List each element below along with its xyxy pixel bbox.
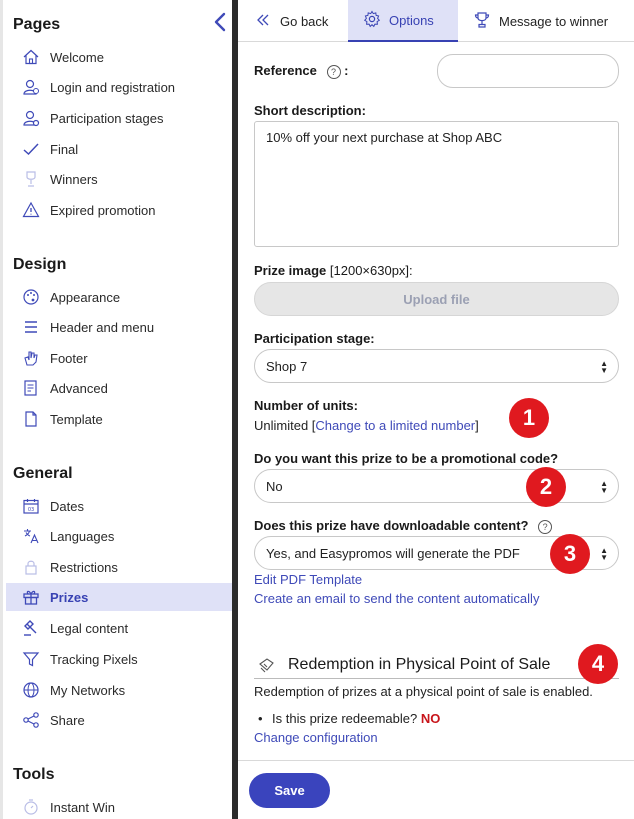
change-configuration-link[interactable]: Change configuration — [254, 730, 378, 745]
select-arrows-icon: ▲ ▼ — [600, 359, 608, 375]
lock-icon — [20, 556, 42, 578]
upload-file-button[interactable]: Upload file — [254, 282, 619, 316]
downloadable-label: Does this prize have downloadable content? ? — [254, 518, 552, 534]
section-title-design: Design — [13, 256, 67, 273]
sidebar-item-expired-promotion[interactable] — [6, 196, 232, 224]
file-icon — [20, 408, 42, 430]
share-icon — [20, 709, 42, 731]
save-button[interactable]: Save — [249, 773, 330, 808]
tab-options[interactable] — [348, 0, 458, 42]
prize-image-label: Prize image [1200×630px]: — [254, 263, 413, 278]
sidebar-item-prizes[interactable] — [6, 583, 232, 611]
ticket-hand-icon — [258, 656, 276, 674]
annotation-badge-2: 2 — [526, 467, 566, 507]
prize-options-panel — [238, 0, 634, 819]
footer-divider — [238, 760, 634, 761]
svg-text:03: 03 — [27, 507, 35, 513]
globe-icon — [20, 679, 42, 701]
bullet: • — [258, 711, 263, 726]
select-arrows-icon: ▲ ▼ — [600, 546, 608, 562]
double-chevron-left-icon — [254, 11, 280, 32]
redemption-header — [254, 652, 619, 679]
sidebar-item-my-networks[interactable] — [6, 676, 232, 704]
short-description-label: Short description: — [254, 103, 366, 118]
units-label: Number of units: — [254, 398, 358, 413]
sidebar-item-label: Template — [50, 411, 103, 427]
gear-icon — [363, 10, 389, 31]
tab-go-back[interactable] — [238, 0, 348, 42]
sidebar-item-label: Legal content — [50, 620, 129, 636]
sidebar — [0, 0, 232, 819]
sidebar-item-label: Restrictions — [50, 559, 118, 575]
edit-pdf-template-link[interactable]: Edit PDF Template — [254, 572, 363, 587]
translate-icon — [20, 525, 42, 547]
sidebar-item-tracking-pixels[interactable] — [6, 645, 232, 673]
sidebar-item-label: Winners — [50, 171, 98, 187]
sidebar-item-label: Dates — [50, 498, 84, 514]
sidebar-item-label: Header and menu — [50, 319, 155, 335]
select-arrows-icon: ▲ ▼ — [600, 479, 608, 495]
select-value: Shop 7 — [266, 358, 308, 374]
trophy-icon — [20, 168, 42, 190]
gift-icon — [20, 586, 42, 608]
funnel-icon — [20, 648, 42, 670]
sidebar-item-restrictions[interactable] — [6, 553, 232, 581]
section-title-tools: Tools — [13, 766, 55, 783]
sidebar-item-label: Languages — [50, 528, 115, 544]
stopwatch-icon — [20, 796, 42, 818]
select-value: No — [266, 478, 283, 494]
menu-icon — [20, 316, 42, 338]
annotation-badge-1: 1 — [509, 398, 549, 438]
tab-message-to-winner[interactable] — [458, 0, 634, 42]
sidebar-item-label: Prizes — [50, 589, 89, 605]
help-icon[interactable]: ? — [327, 65, 341, 79]
sidebar-item-label: Expired promotion — [50, 202, 156, 218]
redeemable-item: • Is this prize redeemable? NO — [258, 711, 441, 726]
sidebar-item-label: Final — [50, 141, 79, 157]
redeemable-status: NO — [420, 711, 441, 726]
warning-icon — [20, 199, 42, 221]
tab-bar — [238, 0, 634, 42]
annotation-badge-4: 4 — [578, 644, 618, 684]
sidebar-item-footer[interactable] — [6, 344, 232, 372]
sidebar-item-label: Advanced — [50, 380, 108, 396]
section-title-pages: Pages — [13, 16, 61, 33]
tab-label: Message to winner — [499, 13, 609, 29]
user-icon — [20, 76, 42, 98]
tab-label: Options — [389, 12, 434, 28]
help-icon[interactable]: ? — [538, 520, 552, 534]
sidebar-item-label: Welcome — [50, 49, 104, 65]
trophy-icon — [473, 11, 499, 32]
sidebar-item-share[interactable] — [6, 706, 232, 734]
code-file-icon — [20, 377, 42, 399]
change-limited-number-link[interactable]: Change to a limited number — [315, 418, 476, 433]
sidebar-item-label: Tracking Pixels — [50, 651, 138, 667]
participation-stage-select[interactable] — [254, 349, 619, 383]
user-gear-icon — [20, 107, 42, 129]
sidebar-item-label: Share — [50, 712, 85, 728]
promo-code-label: Do you want this prize to be a promotional code? — [254, 451, 559, 466]
hand-icon — [20, 347, 42, 369]
gavel-icon — [20, 617, 42, 639]
annotation-badge-3: 3 — [550, 534, 590, 574]
sidebar-item-languages[interactable] — [6, 522, 232, 550]
sidebar-item-instant-win[interactable] — [6, 793, 232, 819]
sidebar-item-final[interactable] — [6, 135, 232, 163]
sidebar-item-participation-stages[interactable] — [6, 104, 232, 132]
sidebar-item-appearance[interactable] — [6, 283, 232, 311]
sidebar-item-login-registration[interactable] — [6, 73, 232, 101]
check-icon — [20, 138, 42, 160]
redemption-description: Redemption of prizes at a physical point of sale is enabled. — [254, 684, 593, 699]
sidebar-item-label: Appearance — [50, 289, 121, 305]
palette-icon — [20, 286, 42, 308]
participation-stage-label: Participation stage: — [254, 331, 375, 346]
sidebar-item-label: Footer — [50, 350, 88, 366]
select-value: Yes, and Easypromos will generate the PDF — [266, 545, 520, 561]
collapse-sidebar-icon[interactable] — [211, 10, 231, 34]
sidebar-item-header-menu[interactable] — [6, 313, 232, 341]
sidebar-item-label: Participation stages — [50, 110, 164, 126]
tab-label: Go back — [280, 13, 329, 29]
sidebar-item-label: My Networks — [50, 682, 126, 698]
sidebar-item-advanced[interactable] — [6, 374, 232, 402]
units-value: Unlimited [Change to a limited number] — [254, 418, 479, 433]
calendar-icon — [20, 495, 42, 517]
sidebar-item-winners[interactable] — [6, 165, 232, 193]
sidebar-item-template[interactable] — [6, 405, 232, 433]
sidebar-item-dates[interactable] — [6, 492, 232, 520]
reference-label: Reference ? : — [254, 63, 349, 78]
reference-input[interactable] — [437, 54, 619, 88]
sidebar-item-label: Instant Win — [50, 799, 116, 815]
sidebar-item-welcome[interactable] — [6, 43, 232, 71]
create-email-link[interactable]: Create an email to send the content automatically — [254, 591, 540, 606]
house-icon — [20, 46, 42, 68]
redemption-title: Redemption in Physical Point of Sale — [288, 656, 551, 673]
section-title-general: General — [13, 465, 73, 482]
short-description-textarea[interactable]: 10% off your next purchase at Shop ABC — [254, 121, 619, 247]
sidebar-item-legal-content[interactable] — [6, 614, 232, 642]
sidebar-item-label: Login and registration — [50, 79, 176, 95]
